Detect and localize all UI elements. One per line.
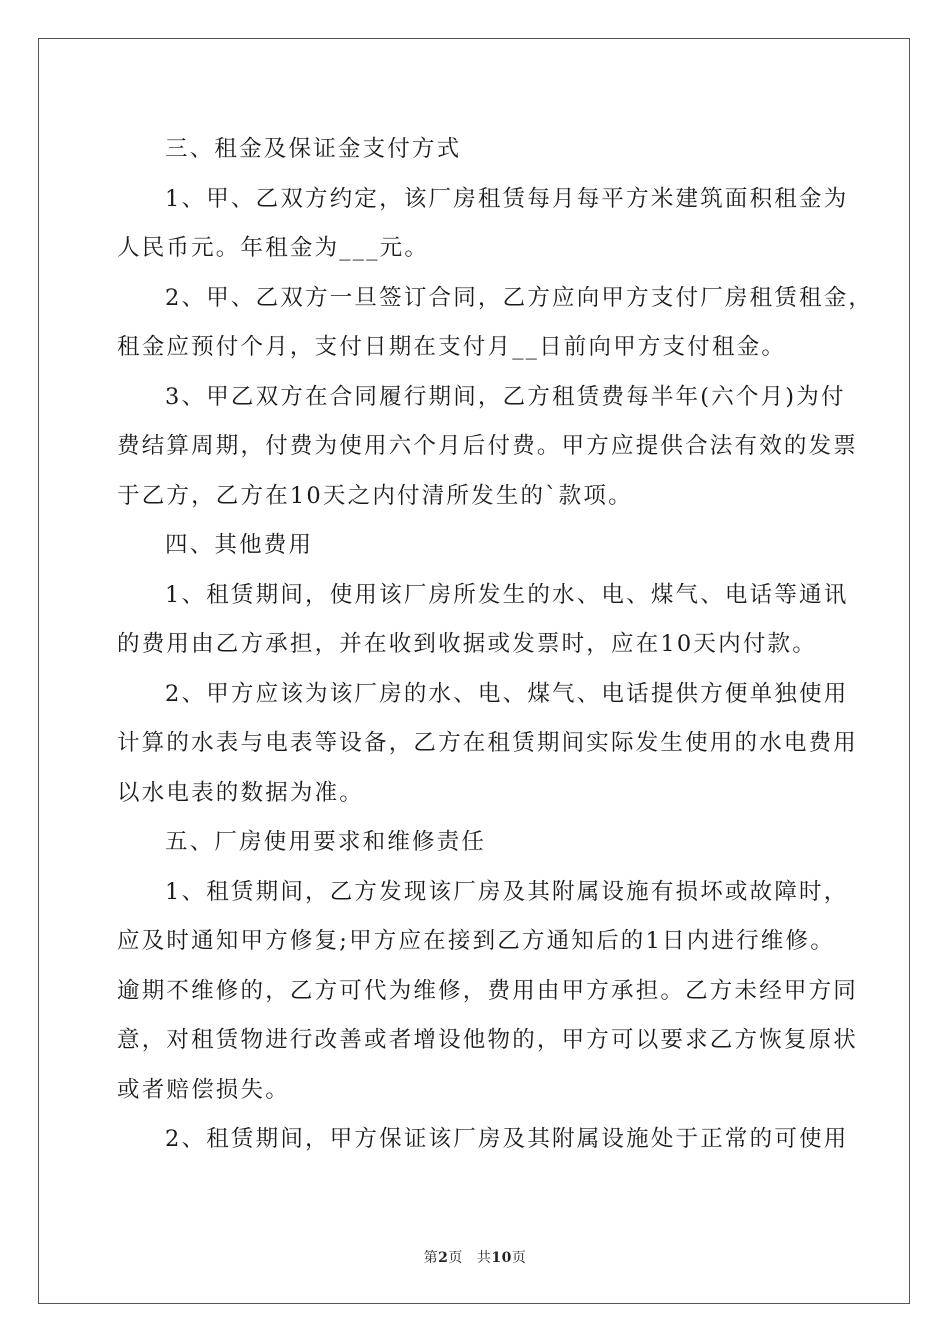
total-suffix: 页 (511, 1250, 527, 1266)
paragraph-line: 的费用由乙方承担，并在收到收据或发票时，应在10天内付款。 (117, 631, 817, 657)
paragraph-line: 1、租赁期间，乙方发现该厂房及其附属设施有损坏或故障时， (165, 878, 849, 905)
paragraph-line: 2、甲、乙双方一旦签订合同，乙方应向甲方支付厂房租赁租金， (165, 284, 874, 311)
paragraph-line: 租金应预付个月，支付日期在支付月__日前向甲方支付租金。 (117, 334, 787, 360)
paragraph-line: 费结算周期，付费为使用六个月后付费。甲方应提供合法有效的发票 (117, 433, 859, 459)
paragraph-line: 1、租赁期间，使用该厂房所发生的水、电、煤气、电话等通讯 (165, 581, 849, 608)
paragraph-line: 3、甲乙双方在合同履行期间，乙方租赁费每半年(六个月)为付 (165, 383, 846, 410)
paragraph-line: 计算的水表与电表等设备，乙方在租赁期间实际发生使用的水电费用 (117, 730, 859, 756)
total-page-count: 10 (491, 1250, 512, 1266)
current-page-number: 2 (438, 1250, 449, 1266)
section-heading-rent: 三、租金及保证金支付方式 (165, 136, 462, 162)
paragraph-line: 2、租赁期间，甲方保证该厂房及其附属设施处于正常的可使用 (165, 1126, 849, 1152)
paragraph-line: 或者赔偿损失。 (117, 1076, 290, 1103)
paragraph-line: 意，对租赁物进行改善或者增设他物的，甲方可以要求乙方恢复原状 (117, 1027, 859, 1053)
total-prefix: 共 (476, 1250, 492, 1266)
paragraph-line: 2、甲方应该为该厂房的水、电、煤气、电话提供方便单独使用 (165, 680, 849, 707)
page-prefix: 第 (423, 1250, 439, 1266)
section-heading-usage-maintenance: 五、厂房使用要求和维修责任 (165, 829, 487, 855)
section-heading-other-fees: 四、其他费用 (165, 532, 314, 558)
paragraph-line: 1、甲、乙双方约定，该厂房租赁每月每平方米建筑面积租金为 (165, 185, 849, 212)
paragraph-line: 逾期不维修的，乙方可代为维修，费用由甲方承担。乙方未经甲方同 (117, 977, 859, 1004)
page-suffix: 页 (448, 1250, 463, 1266)
page-footer (0, 1247, 950, 1267)
paragraph-line: 以水电表的数据为准。 (117, 779, 365, 806)
paragraph-line: 人民币元。年租金为___元。 (117, 235, 430, 261)
document-body (117, 125, 874, 1165)
paragraph-line: 于乙方，乙方在10天之内付清所发生的`款项。 (117, 482, 633, 509)
paragraph-line: 应及时通知甲方修复;甲方应在接到乙方通知后的1日内进行维修。 (117, 928, 835, 954)
